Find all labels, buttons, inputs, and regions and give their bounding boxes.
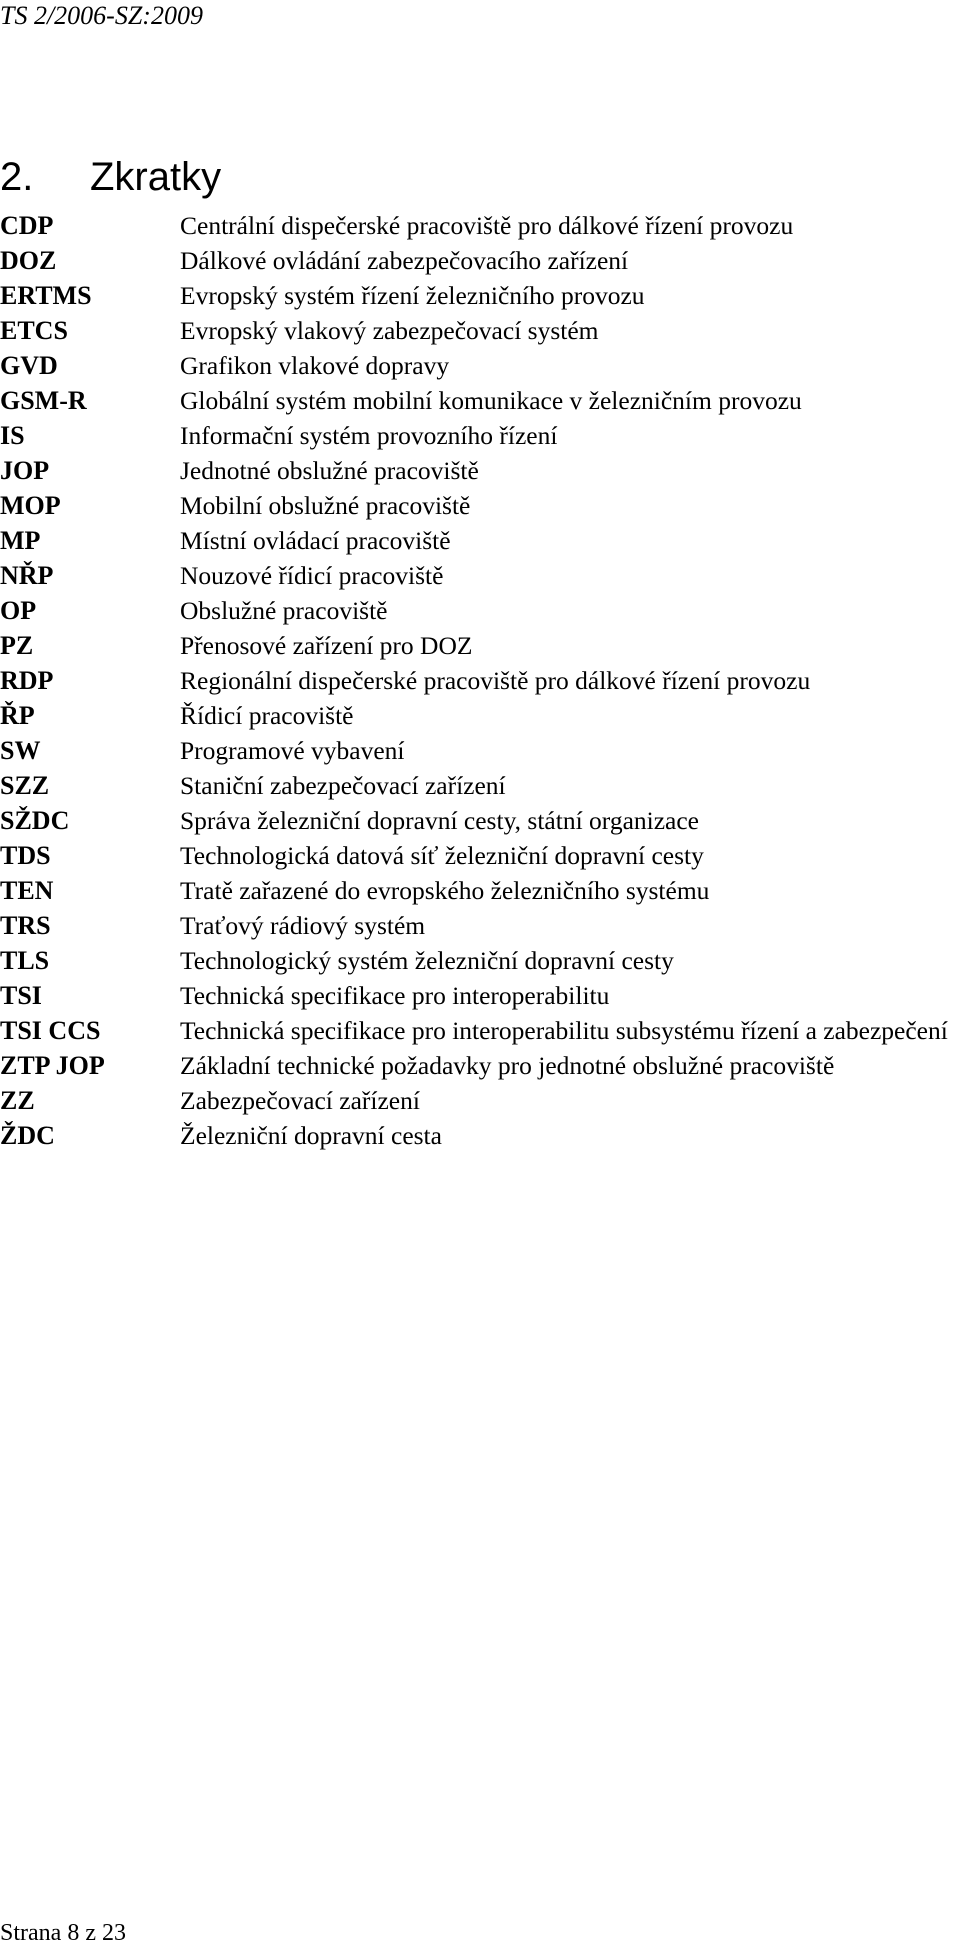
abbreviation-code: CDP	[0, 211, 54, 240]
abbreviation-description: Technologická datová síť železniční dopravní cesty	[180, 841, 704, 870]
abbreviation-code: RDP	[0, 666, 54, 695]
section-number: 2.	[0, 155, 34, 199]
abbreviation-code: GVD	[0, 351, 58, 380]
abbreviation-description: Regionální dispečerské pracoviště pro dálkové řízení provozu	[180, 666, 811, 695]
abbreviation-description: Dálkové ovládání zabezpečovacího zařízení	[180, 246, 629, 275]
abbreviation-description: Traťový rádiový systém	[180, 911, 426, 940]
abbreviation-description: Grafikon vlakové dopravy	[180, 351, 450, 380]
abbreviation-row	[0, 278, 960, 313]
abbreviation-row	[0, 803, 960, 838]
abbreviation-row	[0, 243, 960, 278]
abbreviation-description: Technická specifikace pro interoperabilitu	[180, 981, 610, 1010]
abbreviation-description: Technologický systém železniční dopravní cesty	[180, 946, 674, 975]
abbreviation-description: Správa železniční dopravní cesty, státní organizace	[180, 806, 699, 835]
abbreviation-description: Mobilní obslužné pracoviště	[180, 491, 471, 520]
abbreviation-code: ŘP	[0, 701, 35, 730]
abbreviation-description: Centrální dispečerské pracoviště pro dálkové řízení provozu	[180, 211, 794, 240]
abbreviation-code: MOP	[0, 491, 61, 520]
abbreviation-description: Obslužné pracoviště	[180, 596, 388, 625]
abbreviation-row	[0, 838, 960, 873]
abbreviation-code: GSM-R	[0, 386, 87, 415]
abbreviation-row	[0, 208, 960, 243]
abbreviation-code: IS	[0, 421, 25, 450]
abbreviation-description: Přenosové zařízení pro DOZ	[180, 631, 473, 660]
abbreviation-row	[0, 908, 960, 943]
abbreviation-row	[0, 418, 960, 453]
abbreviation-row	[0, 768, 960, 803]
abbreviation-row	[0, 663, 960, 698]
abbreviation-row	[0, 1118, 960, 1153]
abbreviation-description: Evropský systém řízení železničního provozu	[180, 281, 645, 310]
abbreviation-description: Technická specifikace pro interoperabilitu subsystému řízení a zabezpečení	[180, 1016, 948, 1045]
abbreviation-row	[0, 593, 960, 628]
abbreviation-row	[0, 488, 960, 523]
abbreviation-row	[0, 943, 960, 978]
abbreviation-code: TEN	[0, 876, 54, 905]
abbreviation-code: ETCS	[0, 316, 68, 345]
abbreviation-description: Programové vybavení	[180, 736, 405, 765]
abbreviation-description: Zabezpečovací zařízení	[180, 1086, 420, 1115]
abbreviation-row	[0, 383, 960, 418]
abbreviation-code: MP	[0, 526, 41, 555]
abbreviation-description: Základní technické požadavky pro jednotné obslužné pracoviště	[180, 1051, 835, 1080]
abbreviation-code: OP	[0, 596, 37, 625]
abbreviation-row	[0, 348, 960, 383]
section-heading	[0, 150, 221, 204]
abbreviation-description: Železniční dopravní cesta	[180, 1121, 442, 1150]
abbreviation-code: NŘP	[0, 561, 54, 590]
abbreviation-code: TSI CCS	[0, 1016, 101, 1045]
abbreviation-row	[0, 1013, 960, 1048]
abbreviation-description: Místní ovládací pracoviště	[180, 526, 451, 555]
abbreviation-code: ŽDC	[0, 1121, 55, 1150]
abbreviation-code: TSI	[0, 981, 42, 1010]
abbreviation-row	[0, 523, 960, 558]
abbreviation-list	[0, 208, 960, 1153]
abbreviation-code: SŽDC	[0, 806, 70, 835]
section-title: Zkratky	[90, 155, 222, 199]
abbreviation-code: DOZ	[0, 246, 57, 275]
abbreviation-description: Nouzové řídicí pracoviště	[180, 561, 444, 590]
abbreviation-description: Evropský vlakový zabezpečovací systém	[180, 316, 599, 345]
abbreviation-code: ERTMS	[0, 281, 92, 310]
document-header-id: TS 2/2006-SZ:2009	[0, 1, 203, 30]
abbreviation-row	[0, 873, 960, 908]
abbreviation-code: JOP	[0, 456, 50, 485]
abbreviation-description: Globální systém mobilní komunikace v železničním provozu	[180, 386, 802, 415]
abbreviation-description: Informační systém provozního řízení	[180, 421, 558, 450]
abbreviation-code: TRS	[0, 911, 51, 940]
page-number-footer: Strana 8 z 23	[0, 1920, 126, 1946]
abbreviation-row	[0, 453, 960, 488]
abbreviation-code: ZTP JOP	[0, 1051, 105, 1080]
abbreviation-row	[0, 698, 960, 733]
abbreviation-description: Staniční zabezpečovací zařízení	[180, 771, 506, 800]
abbreviation-row	[0, 558, 960, 593]
abbreviation-code: TLS	[0, 946, 50, 975]
abbreviation-code: ZZ	[0, 1086, 35, 1115]
abbreviation-description: Řídicí pracoviště	[180, 701, 354, 730]
abbreviation-description: Jednotné obslužné pracoviště	[180, 456, 479, 485]
abbreviation-row	[0, 628, 960, 663]
abbreviation-code: SZZ	[0, 771, 50, 800]
abbreviation-row	[0, 1048, 960, 1083]
abbreviation-row	[0, 313, 960, 348]
abbreviation-code: SW	[0, 736, 41, 765]
abbreviation-row	[0, 978, 960, 1013]
abbreviation-code: PZ	[0, 631, 34, 660]
abbreviation-description: Tratě zařazené do evropského železničního systému	[180, 876, 710, 905]
abbreviation-row	[0, 733, 960, 768]
abbreviation-row	[0, 1083, 960, 1118]
abbreviation-code: TDS	[0, 841, 51, 870]
